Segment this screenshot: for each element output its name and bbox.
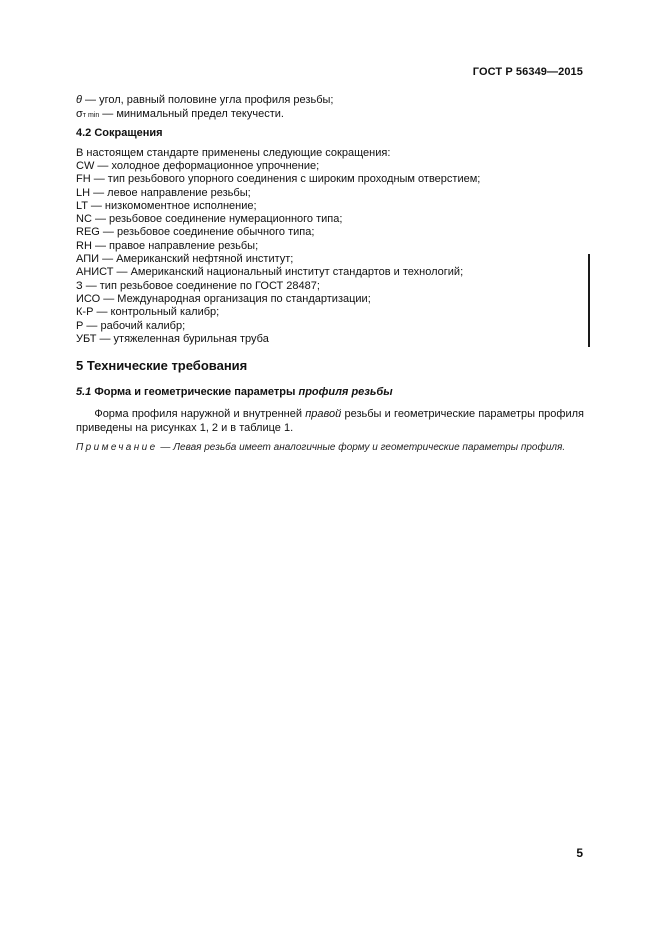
note-text: — Левая резьба имеет аналогичные форму и геометрические параметры профиля.: [157, 442, 566, 453]
section-4-2-title: 4.2 Сокращения: [76, 127, 163, 139]
symbol-sigma: σ: [76, 108, 83, 120]
section-5-title: 5 Технические требования: [76, 358, 248, 373]
section-5-1-note: [76, 442, 565, 453]
abbr-item: Р — рабочий калибр;: [76, 320, 186, 332]
abbr-item: АПИ — Американский нефтяной институт;: [76, 253, 294, 265]
abbr-item: CW — холодное деформационное упрочнение;: [76, 160, 320, 172]
paragraph-line-2: приведены на рисунках 1, 2 и в таблице 1.: [76, 422, 294, 434]
paragraph-line-1: Форма профиля наружной и внутренней правой резьбы и геометрические параметры профиля: [94, 408, 584, 420]
abbr-item: FH — тип резьбового упорного соединения с широким проходным отверстием;: [76, 173, 481, 185]
abbr-item: УБТ — утяжеленная бурильная труба: [76, 333, 269, 345]
section-5-1-paragraph: [76, 407, 584, 435]
note-label: Примечание: [76, 442, 158, 453]
document-header: ГОСТ Р 56349—2015: [472, 66, 583, 78]
abbr-item: LT — низкомоментное исполнение;: [76, 200, 257, 212]
abbr-item: З — тип резьбовое соединение по ГОСТ 28487;: [76, 280, 320, 292]
abbr-item: ИСО — Международная организация по стандартизации;: [76, 293, 371, 305]
section-5-1-title: [76, 386, 393, 398]
symbol-sigma-line: [76, 108, 284, 122]
symbol-sigma-text: — минимальный предел текучести.: [99, 108, 284, 120]
symbol-theta-line: [76, 94, 333, 107]
section-5-1-title-italic: профиля резьбы: [298, 386, 393, 398]
page-number: 5: [576, 846, 583, 860]
revision-margin-bar: [588, 254, 590, 347]
abbr-item: NC — резьбовое соединение нумерационного типа;: [76, 213, 343, 225]
abbr-item: АНИСТ — Американский национальный институт стандартов и технологий;: [76, 266, 464, 278]
abbr-item: К-Р — контрольный калибр;: [76, 306, 220, 318]
symbol-theta-text: — угол, равный половине угла профиля резьбы;: [81, 94, 334, 106]
abbr-item: REG — резьбовое соединение обычного типа;: [76, 226, 315, 238]
section-4-2-intro: В настоящем стандарте применены следующие сокращения:: [76, 147, 391, 159]
abbr-item: LH — левое направление резьбы;: [76, 187, 251, 199]
symbol-sigma-subscript: т min: [82, 112, 100, 119]
abbr-item: RH — правое направление резьбы;: [76, 240, 259, 252]
symbol-theta: θ: [76, 94, 82, 106]
section-5-1-number: 5.1: [76, 386, 92, 398]
section-5-1-title-plain: Форма и геометрические параметры: [91, 386, 299, 398]
